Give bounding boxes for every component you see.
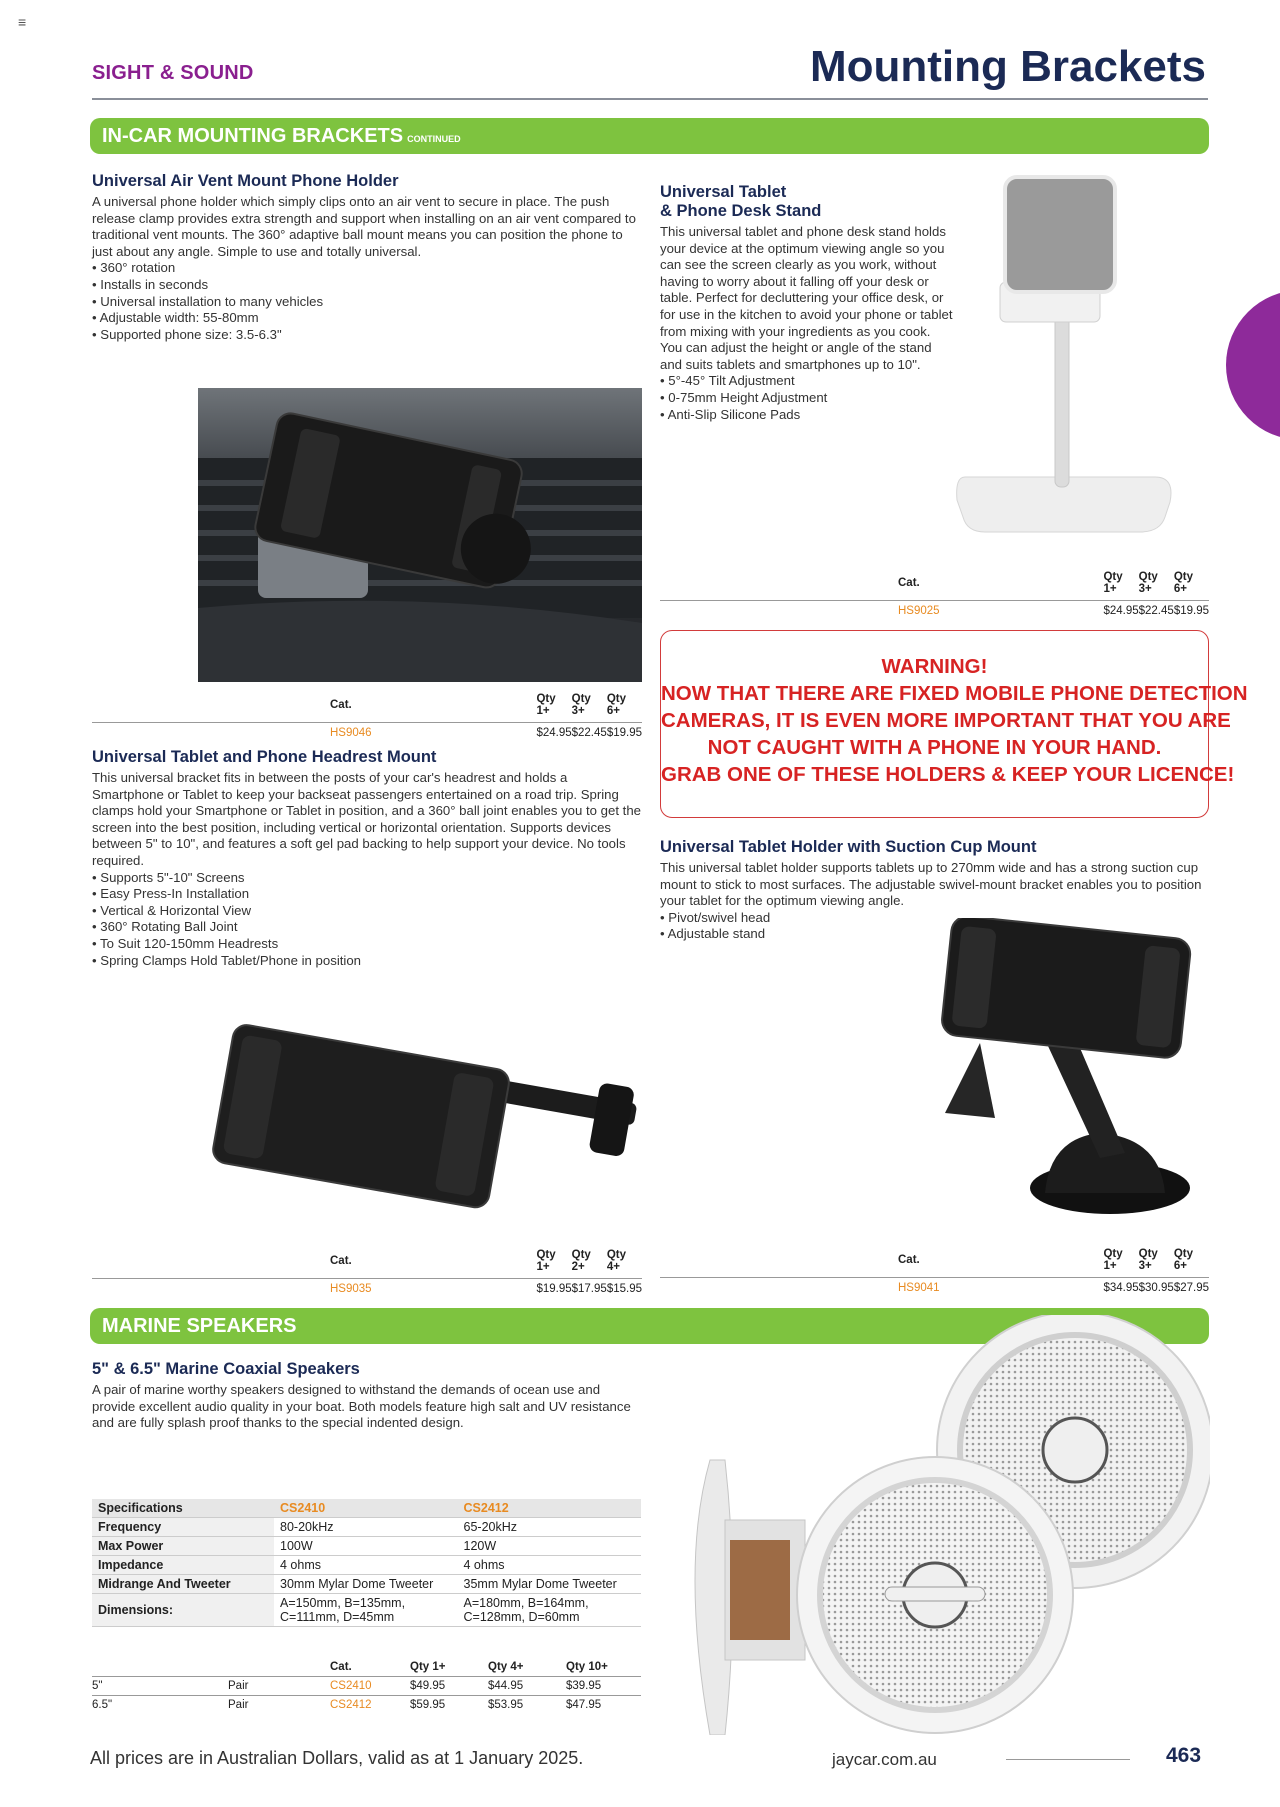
spec-value: 30mm Mylar Dome Tweeter [274,1575,458,1594]
price-table [92,1658,641,1714]
desc-text: This universal tablet holder supports tablets up to 270mm wide and has a strong suction cup mount to stick to most surfaces. The adjustable swivel-mount bracket enables you to position your tablet for the optimum viewing angle. [660,860,1202,909]
warning-line: CAMERAS, IT IS EVEN MORE IMPORTANT THAT YOU ARE [661,709,1231,732]
warning-line: GRAB ONE OF THESE HOLDERS & KEEP YOUR LICENCE! [661,763,1235,786]
col-header: Qty 4+ [606,1249,626,1273]
col-header: Qty 10+ [566,1661,608,1673]
desc-text: A pair of marine worthy speakers designed to withstand the demands of ocean use and provide excellent audio quality in your boat. Both models feature high salt and UV resistance and are fully splash proof thanks to the special indented design. [92,1382,631,1431]
marine-speakers-image [670,1315,1210,1735]
product-description [92,194,642,260]
headrest-mount-image [212,1015,642,1230]
price-table [92,690,642,741]
col-header: Qty 1+ [536,1249,556,1273]
product-title: 5" & 6.5" Marine Coaxial Speakers [92,1360,360,1378]
col-header: Qty 3+ [1138,1248,1158,1272]
spec-label: Midrange And Tweeter [92,1575,274,1594]
col-header: Cat. [898,577,920,589]
section-bar-in-car [90,118,1209,154]
list-item: • Supported phone size: 3.5-6.3" [92,327,642,344]
list-item: • Adjustable width: 55-80mm [92,310,642,327]
col-header: Qty 1+ [1103,571,1123,595]
price-table [660,568,1209,619]
price-cell: $22.45 [1139,601,1174,620]
dim-line: A=150mm, B=135mm, [280,1596,406,1610]
list-item: • 360° rotation [92,260,642,277]
price-cell: $34.95 [1103,1278,1138,1297]
air-vent-holder-image [198,388,642,682]
desk-stand-image [955,172,1185,562]
price-table [660,1245,1209,1296]
pack-cell: Pair [208,1696,330,1715]
product-marine-speakers [92,1360,642,1432]
list-item: • Vertical & Horizontal View [92,903,642,920]
price-cell: $19.95 [1174,601,1209,620]
col-header: Cat. [898,1254,920,1266]
price-cell: $27.95 [1174,1278,1209,1297]
col-header: Cat. [330,1255,352,1267]
price-cell: $53.95 [488,1696,566,1715]
col-header: Qty 6+ [606,693,626,717]
table-row [92,1594,641,1627]
col-header: Qty 1+ [1103,1248,1123,1272]
table-row [660,601,1209,620]
price-cell: $24.95 [1103,601,1138,620]
col-header: Qty 1+ [536,693,556,717]
price-cell: $15.95 [607,1279,642,1298]
col-header: Qty 6+ [1173,1248,1193,1272]
table-header-row [92,1246,642,1279]
price-note: All prices are in Australian Dollars, valid as at 1 January 2025. [90,1748,584,1768]
price-cell: $30.95 [1139,1278,1174,1297]
size-cell: 5" [92,1677,208,1696]
table-row [92,1537,641,1556]
price-cell: $22.45 [572,723,607,742]
spec-value: 35mm Mylar Dome Tweeter [458,1575,642,1594]
list-item: • 360° Rotating Ball Joint [92,919,642,936]
price-cell: $39.95 [566,1677,641,1696]
spec-value: 120W [458,1537,642,1556]
table-row [92,1677,641,1696]
cat-code-link[interactable]: CS2410 [330,1677,410,1696]
table-header-row [92,1658,641,1677]
list-item: • Universal installation to many vehicles [92,294,642,311]
feature-list [92,870,642,970]
list-item: • Anti-Slip Silicone Pads [660,407,960,424]
price-cell: $44.95 [488,1677,566,1696]
list-item: • Pivot/swivel head [660,910,1209,927]
section-label: SIGHT & SOUND [92,62,254,84]
dim-line: C=128mm, D=60mm [463,1610,580,1624]
product-headrest [92,748,642,969]
warning-line: NOT CAUGHT WITH A PHONE IN YOUR HAND. [707,736,1162,759]
page-title: Mounting Brackets [809,42,1206,91]
table-header-row [660,1245,1209,1278]
title-rule [92,98,1208,100]
col-header: Qty 2+ [571,1249,591,1273]
col-header: Qty 6+ [1173,571,1193,595]
table-row [660,1278,1209,1297]
spec-value [274,1594,458,1627]
spec-model: CS2410 [274,1499,458,1518]
product-description [92,1382,642,1432]
section-tab [1226,290,1280,440]
menu-icon[interactable]: ≡ [18,14,27,30]
list-item: • 0-75mm Height Adjustment [660,390,960,407]
desc-text: This universal tablet and phone desk stand holds your device at the optimum viewing angle so you can see the screen clearly as you work, without having to worry about it falling off your desk or table. Perfect for decluttering your office desk, or for use in the kitchen to avoid your phone or tablet from mixing with your ingredients as you cook. You can adjust the height or angle of the stand and suits tablets and smartphones up to 10". [660,224,953,372]
price-cell: $24.95 [536,723,571,742]
feature-list [660,373,960,423]
spec-value [458,1594,642,1627]
col-header: Qty 4+ [488,1661,524,1673]
spec-label: Max Power [92,1537,274,1556]
spec-header-row [92,1499,641,1518]
cat-code-link[interactable]: HS9025 [660,601,1103,620]
product-title: Universal Tablet and Phone Headrest Mount [92,748,437,766]
col-header: Cat. [330,1661,352,1673]
list-item: • Adjustable stand [660,926,1209,943]
table-row [92,1575,641,1594]
footer-divider [1006,1759,1130,1760]
cat-code-link[interactable]: HS9046 [92,723,536,742]
spec-value: 4 ohms [274,1556,458,1575]
list-item: • Supports 5"-10" Screens [92,870,642,887]
list-item: • To Suit 120-150mm Headrests [92,936,642,953]
page-number: 463 [1166,1744,1202,1767]
pack-cell: Pair [208,1677,330,1696]
table-header-row [92,690,642,723]
list-item: • 5°-45° Tilt Adjustment [660,373,960,390]
product-desk-stand [660,183,960,423]
spec-model: CS2412 [458,1499,642,1518]
col-header: Qty 3+ [571,693,591,717]
price-cell: $59.95 [410,1696,488,1715]
list-item: • Spring Clamps Hold Tablet/Phone in position [92,953,642,970]
spec-label: Impedance [92,1556,274,1575]
col-header: Cat. [330,699,352,711]
product-title-line2: & Phone Desk Stand [660,202,822,220]
warning-box [660,630,1248,818]
feature-list [92,260,642,343]
product-title: Universal Air Vent Mount Phone Holder [92,172,399,190]
table-row [92,1556,641,1575]
col-header [92,1658,208,1677]
price-cell: $19.95 [536,1279,571,1298]
price-cell: $49.95 [410,1677,488,1696]
product-title: Universal Tablet [660,183,787,201]
warning-line: NOW THAT THERE ARE FIXED MOBILE PHONE DETECTION [661,682,1248,705]
spec-value: 100W [274,1537,458,1556]
spec-label: Frequency [92,1518,274,1537]
product-description [660,860,1209,910]
dim-line: A=180mm, B=164mm, [463,1596,589,1610]
table-row [92,1279,642,1298]
product-description [660,224,956,373]
spec-table [92,1499,641,1627]
product-description [92,770,642,870]
section-bar-title: MARINE SPEAKERS [102,1315,297,1337]
desc-text: A universal phone holder which simply clips onto an air vent to secure in place. The push release clamp provides extra strength and support when installing on an air vent compared to traditional vent mounts. The 360° adaptive ball mount means you can position the phone to just about any angle. Simple to use and totally universal. [92,194,636,259]
suction-holder-image [925,918,1205,1218]
spec-value: 80-20kHz [274,1518,458,1537]
table-row [92,1696,641,1715]
desc-text: This universal bracket fits in between the posts of your car's headrest and holds a Smartphone or Tablet to keep your backseat passengers entertained on a road trip. Spring clamps hold your Smartphone or Tablet in position, and a 360° ball joint enables you to get the screen into the best position, including vertical or horizontal orientation. Supports devices between 5" to 10", and features a soft gel pad backing to help support your device. No tools required. [92,770,641,868]
cat-code-link[interactable]: CS2412 [330,1696,410,1715]
price-table [92,1246,642,1297]
section-bar-title: IN-CAR MOUNTING BRACKETS [102,125,404,147]
product-title: Universal Tablet Holder with Suction Cup Mount [660,838,1037,856]
spec-value: 4 ohms [458,1556,642,1575]
price-cell: $47.95 [566,1696,641,1715]
spec-header: Specifications [92,1499,274,1518]
warning-heading: WARNING! [881,655,988,678]
col-header: Qty 1+ [410,1661,446,1673]
spec-label: Dimensions: [92,1594,274,1627]
cat-code-link[interactable]: HS9035 [92,1279,536,1298]
spec-value: 65-20kHz [458,1518,642,1537]
cat-code-link[interactable]: HS9041 [660,1278,1103,1297]
section-bar-sub: CONTINUED [407,134,461,144]
col-header [208,1658,330,1677]
product-air-vent [92,172,642,343]
table-header-row [660,568,1209,601]
list-item: • Easy Press-In Installation [92,886,642,903]
table-row [92,723,642,742]
price-cell: $17.95 [572,1279,607,1298]
site-url-link[interactable]: jaycar.com.au [832,1750,937,1769]
size-cell: 6.5" [92,1696,208,1715]
table-row [92,1518,641,1537]
price-cell: $19.95 [607,723,642,742]
col-header: Qty 3+ [1138,571,1158,595]
dim-line: C=111mm, D=45mm [280,1610,395,1624]
list-item: • Installs in seconds [92,277,642,294]
